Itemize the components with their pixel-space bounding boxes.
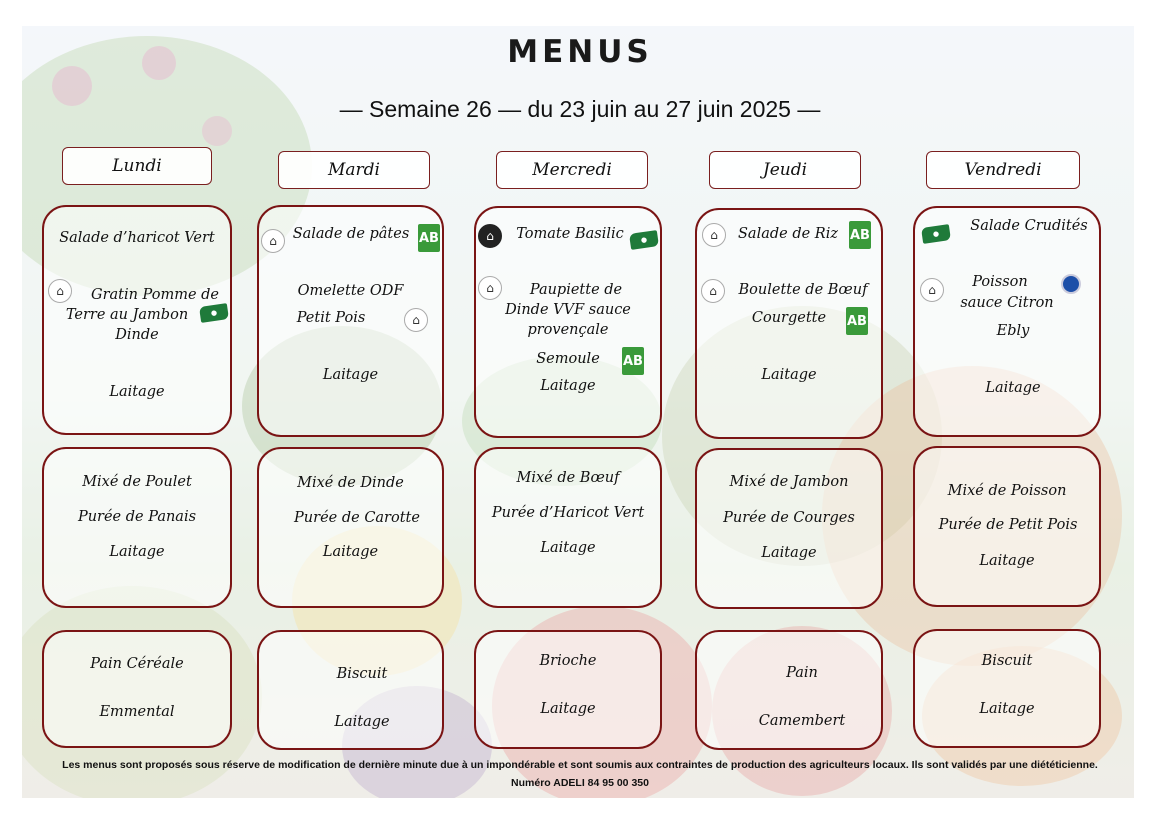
bio-label-icon: AB xyxy=(622,347,644,375)
day-header-vendredi: Vendredi xyxy=(926,151,1080,189)
menu-item: Laitage xyxy=(322,367,379,383)
day-header-mardi: Mardi xyxy=(278,151,430,189)
week-subtitle: — Semaine 26 — du 23 juin au 27 juin 2025 — xyxy=(339,96,821,122)
mixed-item: Mixé de Poulet xyxy=(82,474,192,490)
menu-item: Paupiette de xyxy=(529,282,623,298)
menu-item: Tomate Basilic xyxy=(516,226,624,242)
mixed-item: Mixé de Jambon xyxy=(729,474,849,490)
menu-item: Salade de pâtes xyxy=(292,226,410,242)
circuit-court-leaf-icon: ● xyxy=(629,230,659,250)
bio-label-icon: AB xyxy=(849,221,871,249)
snack-item: Pain xyxy=(786,665,818,681)
snack-item: Emmental xyxy=(99,704,175,720)
menu-item: provençale xyxy=(527,322,609,338)
mixed-item: Purée de Carotte xyxy=(294,510,420,526)
menu-item: Laitage xyxy=(540,378,596,394)
bio-label-icon: AB xyxy=(846,307,868,335)
menu-item: Gratin Pomme de xyxy=(90,287,220,303)
snack-item: Biscuit xyxy=(981,653,1033,669)
snack-box-lundi xyxy=(42,630,232,748)
menu-item: Laitage xyxy=(761,367,817,383)
snack-item: Camembert xyxy=(758,713,846,729)
day-header-jeudi: Jeudi xyxy=(709,151,861,189)
blue-seal-icon xyxy=(1061,274,1081,294)
farm-house-icon: ⌂ xyxy=(48,279,72,303)
snack-item: Pain Céréale xyxy=(90,656,184,672)
menu-item: Boulette de Bœuf xyxy=(738,282,868,298)
menu-item: Salade Crudités xyxy=(970,218,1088,234)
snack-item: Biscuit xyxy=(336,666,388,682)
menu-item: Ebly xyxy=(996,323,1030,339)
menu-item: Semoule xyxy=(536,351,600,367)
farm-house-icon: ⌂ xyxy=(701,279,725,303)
mixed-item: Mixé de Poisson xyxy=(947,483,1067,499)
menu-item: Terre au Jambon xyxy=(65,307,189,323)
mixed-item: Laitage xyxy=(322,544,379,560)
menu-item: Dinde VVF sauce xyxy=(505,302,631,318)
snack-box-vendredi xyxy=(913,629,1101,748)
snack-item: Brioche xyxy=(539,653,597,669)
farm-house-icon: ⌂ xyxy=(920,278,944,302)
menu-item: Dinde xyxy=(115,327,159,343)
farm-house-icon: ⌂ xyxy=(404,308,428,332)
snack-box-jeudi xyxy=(695,630,883,750)
mixed-item: Laitage xyxy=(540,540,596,556)
day-header-lundi: Lundi xyxy=(62,147,212,185)
farm-house-icon: ⌂ xyxy=(261,229,285,253)
bio-label-icon: AB xyxy=(418,224,440,252)
menu-item: Petit Pois xyxy=(296,310,366,326)
farm-house-icon: ⌂ xyxy=(478,276,502,300)
snack-box-mercredi xyxy=(474,630,662,749)
farm-house-icon: ⌂ xyxy=(702,223,726,247)
day-header-mercredi: Mercredi xyxy=(496,151,648,189)
menu-item: Salade de Riz xyxy=(738,226,838,242)
mixed-item: Laitage xyxy=(109,544,165,560)
menu-item: Omelette ODF xyxy=(297,283,404,299)
mixed-item: Laitage xyxy=(979,553,1035,569)
circuit-court-leaf-icon: ● xyxy=(199,303,229,323)
mixed-item: Laitage xyxy=(761,545,817,561)
mixed-item: Mixé de Bœuf xyxy=(516,470,620,486)
menu-item: Laitage xyxy=(109,384,165,400)
footer-note: Les menus sont proposés sous réserve de modification de dernière minute due à un impondérable et sont soumis aux contraintes de production des agriculteurs locaux. Ils sont validés par une diététicienne. xyxy=(62,759,1098,771)
snack-box-mardi xyxy=(257,630,444,750)
menu-item: Poisson xyxy=(972,274,1028,290)
snack-item: Laitage xyxy=(540,701,596,717)
menu-item: sauce Citron xyxy=(960,295,1054,311)
produits-locaux-icon: ⌂ xyxy=(478,224,502,248)
mixed-item: Purée de Panais xyxy=(77,509,197,525)
menu-item: Laitage xyxy=(985,380,1041,396)
menu-item: Salade d’haricot Vert xyxy=(59,230,215,246)
page-title: MENUS xyxy=(507,34,653,70)
mixed-item: Mixé de Dinde xyxy=(297,475,404,491)
mixed-item: Purée de Petit Pois xyxy=(938,517,1078,533)
snack-item: Laitage xyxy=(334,714,390,730)
footer-adeli-number: Numéro ADELI 84 95 00 350 xyxy=(511,777,649,789)
mixed-item: Purée de Courges xyxy=(723,510,855,526)
snack-item: Laitage xyxy=(979,701,1035,717)
menu-item: Courgette xyxy=(751,310,827,326)
mixed-item: Purée d’Haricot Vert xyxy=(491,505,645,521)
circuit-court-leaf-icon: ● xyxy=(921,224,951,244)
